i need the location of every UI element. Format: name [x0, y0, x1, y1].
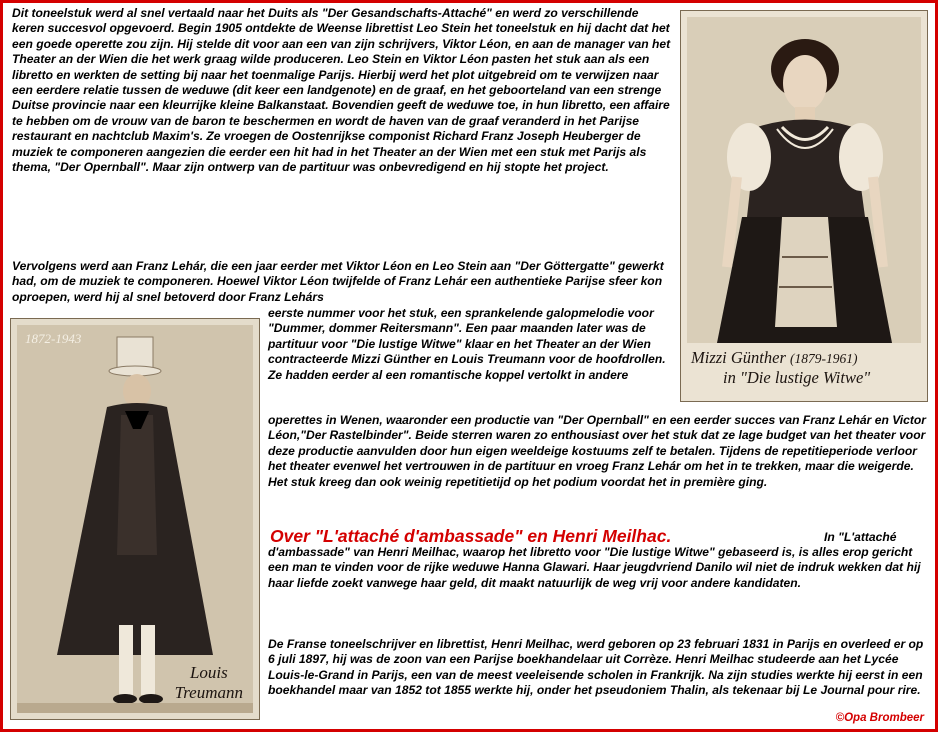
photo-louis-years: 1872-1943 [25, 331, 82, 346]
photo-louis-treumann [10, 318, 260, 720]
paragraph-lehar-wide: operettes in Wenen, waaronder een productie van "Der Opernball" en een eerder succes van Franz Lehár en Victor Léon,"Der Rastelbinder". Beide sterren waren zo enthousiast over het stuk dat ze lage budget van het theater voor deze productie aanvulden door hun eigen weeldeige kostuums zelf te betalen. Tijdens de repetitieperiode verloor het theater evenwel het vertrouwen in de partituur en vroeg Franz Lehár om het in te trekken, maar die weigerde. Het stuk kreeg dan ook weinig repetitietijd op het podium voordat het in première ging. [268, 413, 927, 489]
photo-mizzi-image [687, 17, 921, 343]
mizzi-portrait-illustration [687, 17, 921, 343]
credit-signature: ©Opa Brombeer [835, 712, 924, 724]
paragraph-lehar-narrow: eerste nummer voor het stuk, een sprankelende galopmelodie voor "Dummer, dommer Reitersmann". Een paar maanden later was de partituur voor "Die lustige Witwe" klaar en het Theater an der Wien contracteerde Mizzi Günther en Louis Treumann voor de hoofdrollen. Ze hadden eerder al een romantische koppel vertolkt in andere [268, 306, 666, 382]
paragraph-meilhac-start: In "L'attaché [824, 530, 897, 544]
photo-mizzi-gunther [680, 10, 928, 402]
paragraph-biography: De Franse toneelschrijver en librettist, Henri Meilhac, werd geboren op 23 februari 1831 in Parijs en overleed er op 6 juli 1897, hij was de zoon van een Parijse boekhandelaar uit Corrèze. Henri Meilhac studeerde aan het Lycée Louis-le-Grand in Parijs, een van de meest veeleisende scholen in Frankrijk. Na zijn studies werkte hij eerst in een boekhandel maar van 1852 tot 1855 werkte hij, onder het pseudoniem Thalin, als tekenaar bij Le Journal pour rire. [268, 637, 924, 698]
paragraph-meilhac: d'ambassade" van Henri Meilhac, waarop het libretto voor "Die lustige Witwe" gebaseerd is, is alles erop gericht een man te vinden voor de rijke weduwe Hanna Glawari. Haar jeugdvriend Danilo wil niet de indruk wekken dat hij haar liefde zoekt vanwege haar geld, dit maakt natuurlijk de weg vrij voor andere kandidaten. [268, 545, 921, 590]
louis-portrait-illustration [17, 325, 253, 713]
louis-caption-first: Louis [189, 663, 228, 682]
mizzi-caption-role: in "Die lustige Witwe" [723, 368, 871, 387]
paragraph-lehar-top: Vervolgens werd aan Franz Lehár, die een jaar eerder met Viktor Léon en Leo Stein aan "Der Göttergatte" gewerkt had, om de muziek te componeren. Hoewel Viktor Léon twijfelde of Franz Lehár een authentieke Parijse sfeer kon oproepen, werd hij al snel betoverd door Franz Lehárs [12, 259, 664, 304]
louis-caption-last: Treumann [174, 683, 243, 702]
mizzi-caption-years: (1879-1961) [790, 351, 858, 366]
photo-mizzi-caption [691, 348, 919, 387]
photo-louis-caption [175, 663, 243, 703]
mizzi-caption-name: Mizzi Günther [691, 348, 786, 367]
section-heading: Over "L'attaché d'ambassade" en Henri Meilhac. [270, 526, 672, 546]
photo-louis-image [17, 325, 253, 713]
paragraph-intro: Dit toneelstuk werd al snel vertaald naar het Duits als "Der Gesandschafts-Attaché" en werd zo verschillende keren succesvol opgevoerd. Begin 1905 ontdekte de Weense librettist Leo Stein het toneelstuk en hij dacht dat het een goede operette zou zijn. Hij stelde dit voor aan een van zijn schrijvers, Viktor Léon, en aan de manager van het Theater an der Wien die het werk graag wilde produceren. Leo Stein en Viktor Léon pasten het stuk aan als een libretto en werkten de setting bij naar het toenmalige Parijs. Hierbij werd het plot uitgebreid om te verwijzen naar een eerdere relatie tussen de weduwe (dit keer een landgenote) en de graaf, en het geboorteland van een strenge Duitse provincie naar een kleurrijke kleine Balkanstaat. Bovendien geeft de weduwe toe, in hun libretto, een affaire te hebben om de vrouw van de baron te beschermen en wordt de haven van de graaf veranderd in het Parijse restaurant en nachtclub Maxim's. Ze vroegen de Oostenrijkse componist Richard Franz Joseph Heuberger de muziek te componeren aangezien die eerder een hit had in het Theater an der Wien met een stuk met Parijs als thema, "Der Opernball". Maar zijn ontwerp van de partituur was onbevredigend en hij stopte het project. [12, 6, 671, 175]
